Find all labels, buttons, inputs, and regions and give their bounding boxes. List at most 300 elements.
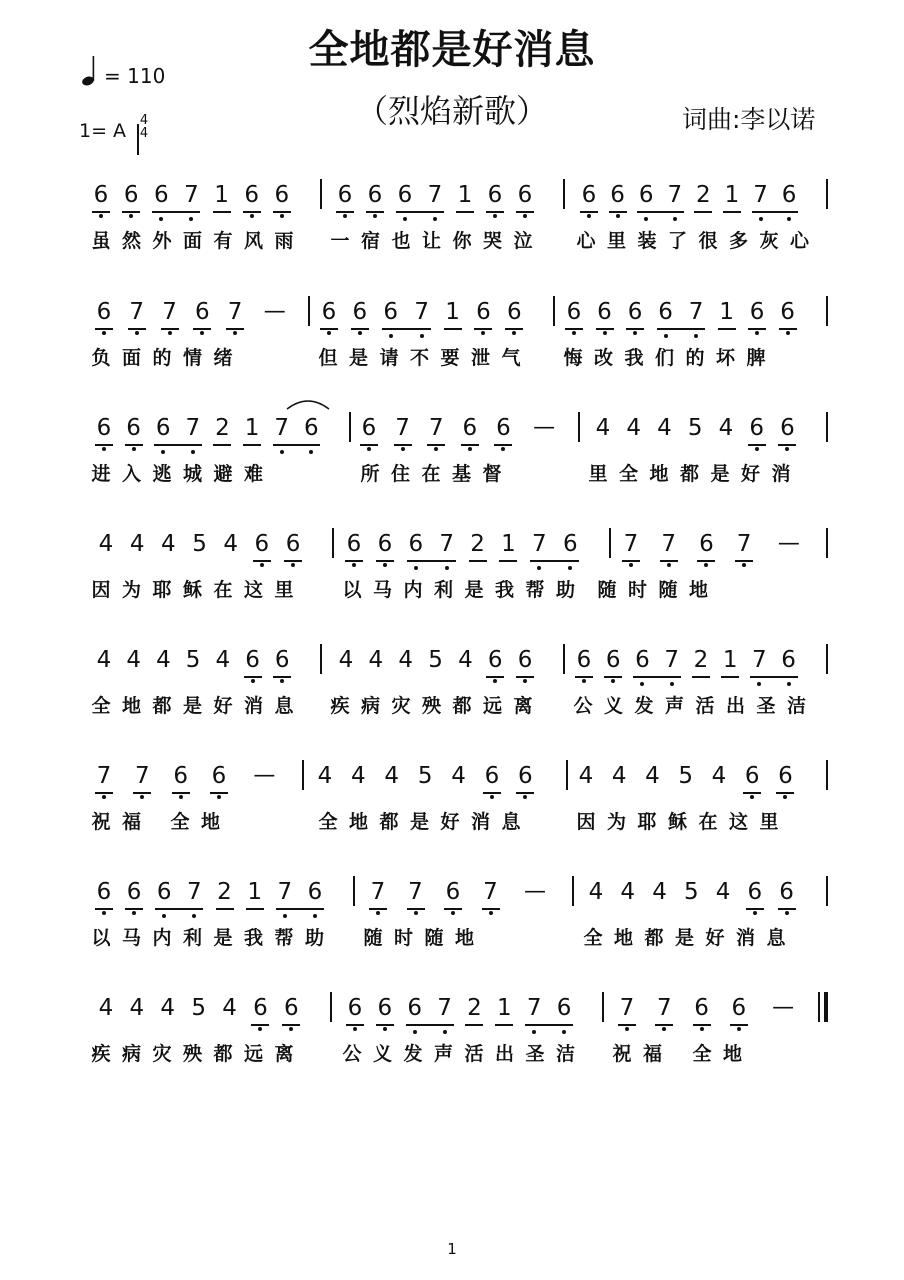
lyric-char: 但 xyxy=(318,347,338,369)
note: 7 xyxy=(414,299,429,325)
low-octave-dot xyxy=(434,447,438,451)
low-octave-dot xyxy=(161,450,165,454)
low-octave-dot xyxy=(250,214,254,218)
note: 7 xyxy=(753,182,768,208)
lyric-char: 随 xyxy=(363,927,383,949)
lyric-char: 地 xyxy=(121,695,141,717)
eighth-underline xyxy=(407,560,456,562)
low-octave-dot xyxy=(755,331,759,335)
low-octave-dot xyxy=(352,563,356,567)
note: 4 xyxy=(223,531,239,557)
eighth-underline xyxy=(345,560,363,562)
lyric-char: 息 xyxy=(274,695,294,717)
lyric-char: 远 xyxy=(482,695,502,717)
eighth-underline xyxy=(516,792,534,794)
low-octave-dot xyxy=(373,214,377,218)
eighth-underline xyxy=(366,211,384,213)
low-octave-dot xyxy=(662,1027,666,1031)
eighth-underline xyxy=(376,1024,394,1026)
low-octave-dot xyxy=(159,217,163,221)
lyric-char: 是 xyxy=(710,463,730,485)
low-octave-dot xyxy=(358,331,362,335)
low-octave-dot xyxy=(785,447,789,451)
eighth-underline xyxy=(213,211,231,213)
lyric-char: 义 xyxy=(603,695,623,717)
lyric-char: 脾 xyxy=(746,347,766,369)
low-octave-dot xyxy=(490,795,494,799)
note: 6 xyxy=(562,531,578,557)
lyric-char: 活 xyxy=(464,1043,484,1065)
lyric-char: 殃 xyxy=(182,1043,202,1065)
low-octave-dot xyxy=(445,566,449,570)
low-octave-dot xyxy=(102,911,106,915)
note: 4 xyxy=(578,763,594,789)
lyric-char: 公 xyxy=(573,695,593,717)
eighth-underline xyxy=(483,792,501,794)
eighth-underline xyxy=(213,444,231,446)
note: 6 xyxy=(445,879,461,905)
lyric-char: 助 xyxy=(555,579,575,601)
note: 7 xyxy=(428,415,444,441)
note: 5 xyxy=(191,995,206,1021)
low-octave-dot xyxy=(759,217,763,221)
eighth-underline xyxy=(133,792,151,794)
eighth-underline xyxy=(152,211,200,213)
lyric-char: 灾 xyxy=(152,1043,172,1065)
low-octave-dot xyxy=(501,447,505,451)
note: 5 xyxy=(683,879,699,905)
note: 6 xyxy=(407,995,423,1021)
eighth-underline xyxy=(637,211,684,213)
low-octave-dot xyxy=(376,911,380,915)
lyric-char: 帮 xyxy=(274,927,294,949)
note: 1 xyxy=(445,299,460,325)
lyric-char: 了 xyxy=(667,230,687,252)
lyric-char: 我 xyxy=(494,579,514,601)
lyric-char: 也 xyxy=(391,230,411,252)
low-octave-dot xyxy=(787,217,791,221)
eighth-underline xyxy=(251,1024,269,1026)
note: 6 xyxy=(377,995,393,1021)
note: 7 xyxy=(427,182,443,208)
eighth-underline xyxy=(618,1024,636,1026)
note: 6 xyxy=(96,879,112,905)
lyric-char: 洁 xyxy=(555,1043,575,1065)
note: 6 xyxy=(173,763,188,789)
lyric-char: 多 xyxy=(728,230,748,252)
note: 6 xyxy=(496,415,511,441)
note: 6 xyxy=(517,182,533,208)
eighth-underline xyxy=(609,211,627,213)
eighth-underline xyxy=(596,328,614,330)
low-octave-dot xyxy=(189,217,193,221)
lyric-char: 泄 xyxy=(470,347,490,369)
page-number: 1 xyxy=(447,1240,457,1258)
note: 4 xyxy=(222,995,237,1021)
note: 6 xyxy=(123,182,139,208)
eighth-underline xyxy=(369,908,387,910)
eighth-underline xyxy=(155,908,203,910)
lyric-char: 远 xyxy=(243,1043,263,1065)
note: 6 xyxy=(694,995,709,1021)
lyric-char: 消 xyxy=(470,811,490,833)
lyric-char: 因 xyxy=(91,579,111,601)
note: 6 xyxy=(597,299,612,325)
lyric-char: 逃 xyxy=(152,463,172,485)
lyric-char: 以 xyxy=(342,579,362,601)
eighth-underline xyxy=(580,211,598,213)
note: 5 xyxy=(185,647,201,673)
low-octave-dot xyxy=(523,679,527,683)
eighth-underline xyxy=(456,211,474,213)
note: 6 xyxy=(476,299,491,325)
low-octave-dot xyxy=(481,331,485,335)
note: 7 xyxy=(483,879,498,905)
eighth-underline xyxy=(655,1024,673,1026)
low-octave-dot xyxy=(217,795,221,799)
note: 6 xyxy=(627,299,643,325)
lyric-char: 的 xyxy=(152,347,172,369)
note: 4 xyxy=(129,531,145,557)
low-octave-dot xyxy=(667,563,671,567)
low-octave-dot xyxy=(420,334,424,338)
low-octave-dot xyxy=(200,331,204,335)
composer-credit: 词曲:李以诺 xyxy=(682,105,816,134)
low-octave-dot xyxy=(640,682,644,686)
note: 6 xyxy=(254,531,270,557)
lyric-char: 你 xyxy=(452,230,472,252)
low-octave-dot xyxy=(102,795,106,799)
eighth-underline xyxy=(530,560,579,562)
low-octave-dot xyxy=(737,1027,741,1031)
note: 6 xyxy=(377,531,393,557)
bar-line xyxy=(826,876,828,906)
note: 1 xyxy=(719,299,734,325)
eighth-underline xyxy=(565,328,583,330)
low-octave-dot xyxy=(280,214,284,218)
note: 7 xyxy=(656,995,672,1021)
low-octave-dot xyxy=(260,563,264,567)
low-octave-dot xyxy=(704,563,708,567)
lyric-char: 是 xyxy=(348,347,368,369)
eighth-underline xyxy=(92,211,110,213)
note: 6 xyxy=(126,415,141,441)
eighth-underline xyxy=(444,328,462,330)
lyric-char: 情 xyxy=(182,347,202,369)
low-octave-dot xyxy=(532,1030,536,1034)
lyric-char: 全 xyxy=(692,1043,712,1065)
eighth-underline xyxy=(246,908,264,910)
note: 6 xyxy=(779,879,794,905)
low-octave-dot xyxy=(785,911,789,915)
low-octave-dot xyxy=(179,795,183,799)
eighth-underline xyxy=(746,908,764,910)
low-octave-dot xyxy=(664,334,668,338)
lyric-char: 时 xyxy=(393,927,413,949)
note: 7 xyxy=(96,763,112,789)
note: 5 xyxy=(428,647,443,673)
low-octave-dot xyxy=(787,682,791,686)
notation-row xyxy=(0,635,904,735)
lyric-char: 随 xyxy=(424,927,444,949)
low-octave-dot xyxy=(670,682,674,686)
bar-line xyxy=(566,760,568,790)
eighth-underline xyxy=(273,444,321,446)
eighth-underline xyxy=(244,676,262,678)
note: 4 xyxy=(317,763,333,789)
eighth-underline xyxy=(486,676,504,678)
lyric-char: 进 xyxy=(91,463,111,485)
note: 4 xyxy=(595,415,611,441)
lyric-char: 督 xyxy=(482,463,502,485)
lyric-char: 是 xyxy=(674,927,694,949)
note: 4 xyxy=(611,763,627,789)
time-signature xyxy=(137,114,151,140)
note: 6 xyxy=(781,647,796,673)
lyric-char: 地 xyxy=(200,811,220,833)
note: 7 xyxy=(619,995,635,1021)
note: 7 xyxy=(274,415,289,441)
song-subtitle: （烈焰新歌） xyxy=(355,92,548,130)
lyric-char: 都 xyxy=(152,695,172,717)
low-octave-dot xyxy=(251,679,255,683)
bar-line xyxy=(563,644,565,674)
note: 5 xyxy=(687,415,703,441)
lyric-char: 所 xyxy=(360,463,380,485)
slur-mark xyxy=(284,395,332,411)
low-octave-dot xyxy=(401,447,405,451)
note: 4 xyxy=(338,647,354,673)
lyric-char: 耶 xyxy=(637,811,657,833)
lyric-char: 的 xyxy=(685,347,705,369)
eighth-underline xyxy=(525,1024,573,1026)
lyric-char: 声 xyxy=(664,695,684,717)
note: 2 xyxy=(693,647,709,673)
note: 7 xyxy=(370,879,386,905)
eighth-underline xyxy=(575,676,593,678)
note: 7 xyxy=(277,879,293,905)
note: 6 xyxy=(383,299,399,325)
note: 6 xyxy=(487,182,503,208)
eighth-underline xyxy=(243,211,261,213)
low-octave-dot xyxy=(523,795,527,799)
lyric-char: 外 xyxy=(152,230,172,252)
eighth-underline xyxy=(474,328,492,330)
eighth-underline xyxy=(276,908,324,910)
note: 6 xyxy=(747,879,763,905)
note: 6 xyxy=(780,299,795,325)
note: 6 xyxy=(352,299,368,325)
low-octave-dot xyxy=(162,914,166,918)
note: 1 xyxy=(214,182,229,208)
lyric-char: 疾 xyxy=(91,1043,111,1065)
sustain-dash: — xyxy=(263,299,286,324)
low-octave-dot xyxy=(433,217,437,221)
time-signature-bottom: 4 xyxy=(139,126,149,141)
lyric-char: 利 xyxy=(182,927,202,949)
lyric-char: 住 xyxy=(390,463,410,485)
lyric-char: 随 xyxy=(658,579,678,601)
lyric-char: 福 xyxy=(642,1043,662,1065)
note: 7 xyxy=(227,299,243,325)
note: 7 xyxy=(135,763,150,789)
lyric-char: 地 xyxy=(649,463,669,485)
low-octave-dot xyxy=(343,214,347,218)
lyric-char: 心 xyxy=(789,230,809,252)
bar-line xyxy=(320,179,322,209)
note: 6 xyxy=(153,182,169,208)
low-octave-dot xyxy=(168,331,172,335)
eighth-underline xyxy=(95,792,113,794)
note: 7 xyxy=(736,531,752,557)
eighth-underline xyxy=(495,1024,513,1026)
eighth-underline xyxy=(172,792,190,794)
lyric-char: 我 xyxy=(243,927,263,949)
low-octave-dot xyxy=(192,914,196,918)
low-octave-dot xyxy=(694,334,698,338)
note: 6 xyxy=(635,647,650,673)
lyric-char: 心 xyxy=(576,230,596,252)
note: 6 xyxy=(605,647,621,673)
eighth-underline xyxy=(273,676,291,678)
low-octave-dot xyxy=(99,214,103,218)
low-octave-dot xyxy=(280,679,284,683)
note: 2 xyxy=(696,182,711,208)
low-octave-dot xyxy=(258,1027,262,1031)
notation-row xyxy=(0,751,904,851)
bar-line xyxy=(826,528,828,558)
lyric-char: 洁 xyxy=(786,695,806,717)
bar-line xyxy=(609,528,611,558)
note: 7 xyxy=(408,879,423,905)
note: 6 xyxy=(337,182,353,208)
lyric-char: 入 xyxy=(121,463,141,485)
lyric-char: 是 xyxy=(464,579,484,601)
note: 4 xyxy=(351,763,366,789)
note: 4 xyxy=(652,879,667,905)
note: 7 xyxy=(129,299,145,325)
note: 6 xyxy=(699,531,714,557)
eighth-underline xyxy=(494,444,512,446)
note: 2 xyxy=(467,995,482,1021)
low-octave-dot xyxy=(493,679,497,683)
eighth-underline xyxy=(461,444,479,446)
lyric-char: 在 xyxy=(213,579,233,601)
note: 6 xyxy=(307,879,323,905)
notation-row xyxy=(0,287,904,387)
lyric-char: 全 xyxy=(618,463,638,485)
lyric-char: 地 xyxy=(348,811,368,833)
lyric-char: 灾 xyxy=(391,695,411,717)
note: 4 xyxy=(129,995,145,1021)
lyric-char: 在 xyxy=(421,463,441,485)
eighth-underline xyxy=(216,908,234,910)
lyric-char: 祝 xyxy=(612,1043,632,1065)
note: 6 xyxy=(658,299,673,325)
notation-row xyxy=(0,519,904,619)
note: 6 xyxy=(285,531,301,557)
lyric-char: 助 xyxy=(304,927,324,949)
note: 4 xyxy=(718,415,734,441)
note: 4 xyxy=(398,647,414,673)
eighth-underline xyxy=(161,328,179,330)
eighth-underline xyxy=(622,560,640,562)
sustain-dash: — xyxy=(533,415,556,440)
low-octave-dot xyxy=(389,334,393,338)
note: 7 xyxy=(395,415,410,441)
low-octave-dot xyxy=(102,447,106,451)
note: 6 xyxy=(274,182,290,208)
lyric-char: 负 xyxy=(91,347,111,369)
eighth-underline xyxy=(376,560,394,562)
eighth-underline xyxy=(273,211,291,213)
low-octave-dot xyxy=(616,214,620,218)
bar-line xyxy=(572,876,574,906)
notation-row xyxy=(0,403,904,503)
lyric-char: 面 xyxy=(182,230,202,252)
note: 6 xyxy=(321,299,337,325)
lyric-char: 殃 xyxy=(421,695,441,717)
lyric-char: 利 xyxy=(433,579,453,601)
lyric-char: 声 xyxy=(433,1043,453,1065)
eighth-underline xyxy=(346,1024,364,1026)
note: 7 xyxy=(752,647,767,673)
lyric-char: 地 xyxy=(613,927,633,949)
lyric-char: 病 xyxy=(360,695,380,717)
sustain-dash: — xyxy=(253,763,276,788)
lyric-char: 悔 xyxy=(563,347,583,369)
lyric-char: 出 xyxy=(725,695,745,717)
lyric-char: 全 xyxy=(170,811,190,833)
note: 6 xyxy=(487,647,503,673)
note: 5 xyxy=(417,763,433,789)
note: 7 xyxy=(661,531,677,557)
lyric-char: 地 xyxy=(454,927,474,949)
lyric-char: 好 xyxy=(213,695,233,717)
low-octave-dot xyxy=(523,214,527,218)
notation-row xyxy=(0,867,904,967)
sustain-dash: — xyxy=(772,995,795,1020)
note: 7 xyxy=(532,531,547,557)
low-octave-dot xyxy=(383,1027,387,1031)
low-octave-dot xyxy=(611,679,615,683)
lyric-char: 以 xyxy=(91,927,111,949)
note: 4 xyxy=(715,879,731,905)
eighth-underline xyxy=(226,328,244,330)
low-octave-dot xyxy=(291,563,295,567)
note: 4 xyxy=(588,879,604,905)
lyric-char: 耶 xyxy=(152,579,172,601)
notation-row xyxy=(0,170,904,270)
low-octave-dot xyxy=(280,450,284,454)
note: 6 xyxy=(347,995,363,1021)
eighth-underline xyxy=(465,1024,483,1026)
note: 6 xyxy=(731,995,747,1021)
low-octave-dot xyxy=(633,331,637,335)
lyric-char: 出 xyxy=(494,1043,514,1065)
note: 4 xyxy=(98,531,114,557)
eighth-underline xyxy=(243,444,261,446)
note: 2 xyxy=(215,415,230,441)
time-signature-top: 4 xyxy=(139,113,149,128)
low-octave-dot xyxy=(783,795,787,799)
lyric-char: 哭 xyxy=(482,230,502,252)
lyric-char: 要 xyxy=(440,347,460,369)
bar-line xyxy=(826,760,828,790)
eighth-underline xyxy=(360,444,378,446)
note: 6 xyxy=(303,415,319,441)
lyric-char: 祝 xyxy=(91,811,111,833)
